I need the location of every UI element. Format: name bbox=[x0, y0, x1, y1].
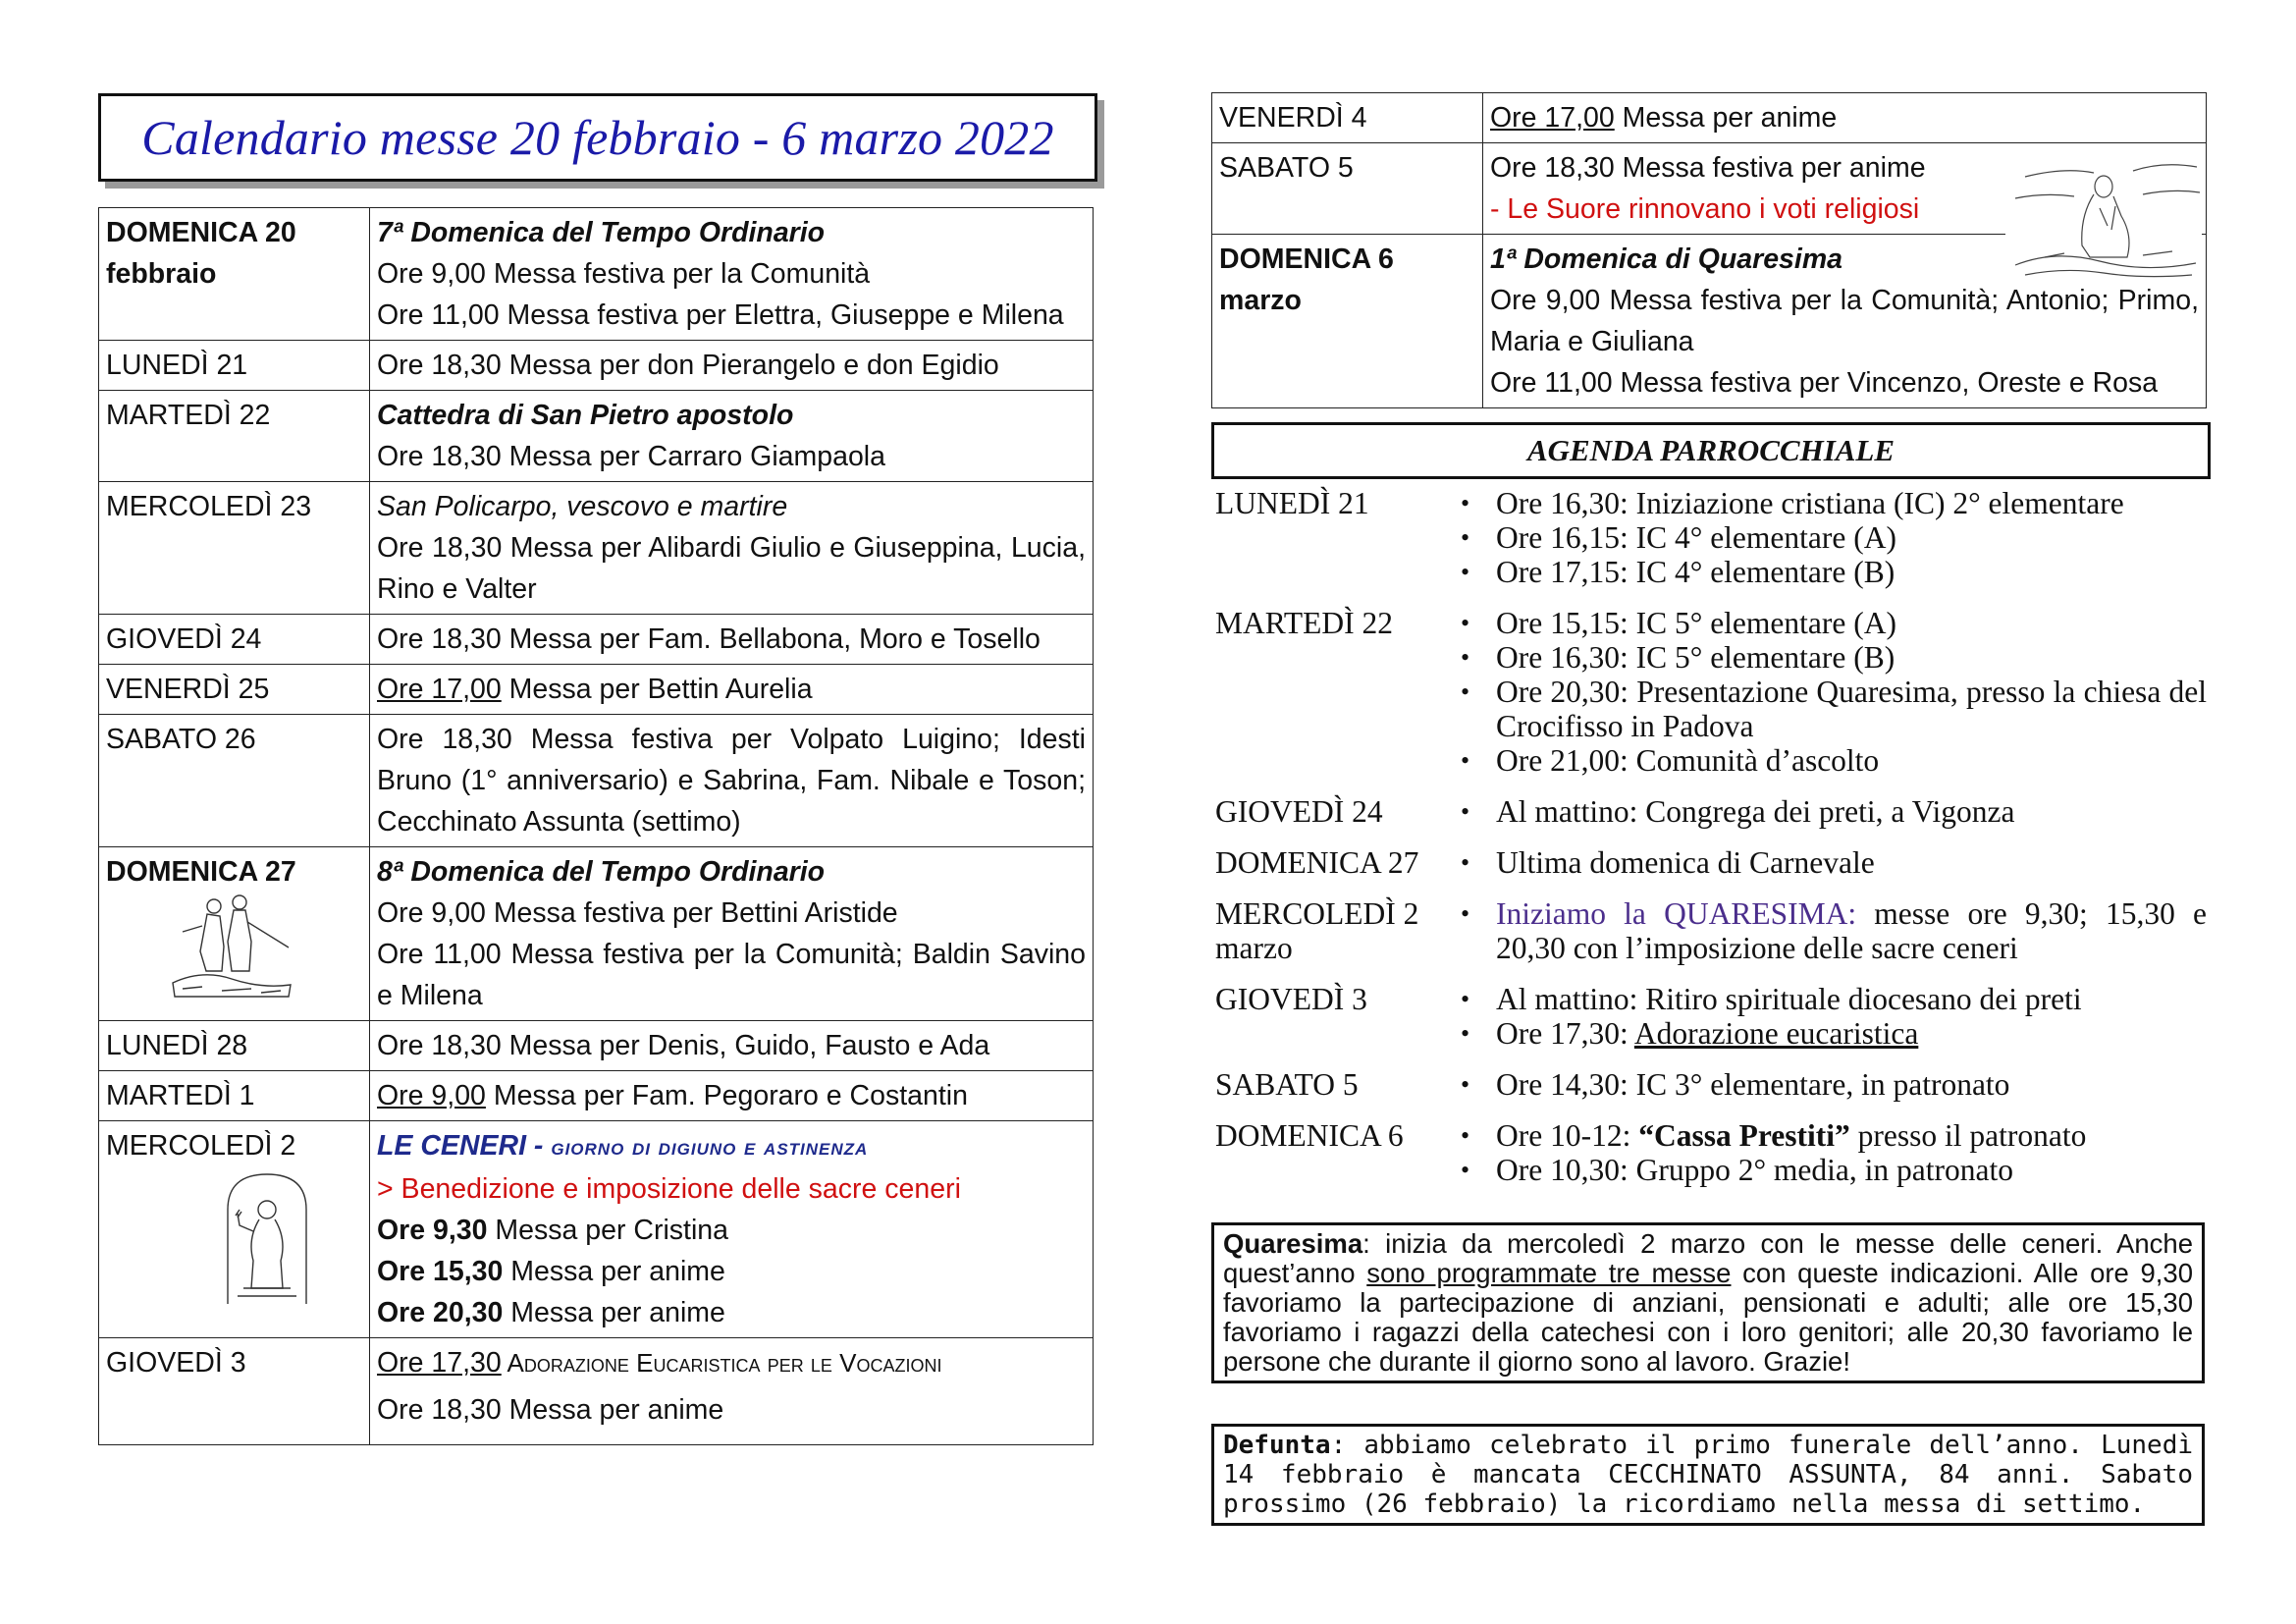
day-cell bbox=[99, 208, 370, 341]
day-label: MERCOLEDÌ 23 bbox=[99, 482, 370, 615]
table-row bbox=[99, 208, 1094, 341]
mass-cell bbox=[370, 615, 1094, 665]
mass-line: Ore 11,00 Messa festiva per Vincenzo, Oreste e Rosa bbox=[1490, 367, 2159, 399]
vows-line: - Le Suore rinnovano i voti religiosi bbox=[1490, 193, 1920, 225]
day-label: MARTEDÌ 22 bbox=[99, 391, 370, 482]
agenda-item: • Ultima domenica di Carnevale bbox=[1461, 845, 2207, 880]
agenda-item: • Ore 16,15: IC 4° elementare (A) bbox=[1461, 520, 2207, 555]
agenda-item bbox=[1461, 1118, 2207, 1153]
mass-cell bbox=[370, 665, 1094, 715]
mass-text: Messa per anime bbox=[1614, 102, 1838, 134]
mass-line: Ore 18,30 Messa per Denis, Guido, Fausto e Ada bbox=[377, 1030, 990, 1061]
table-row bbox=[99, 482, 1094, 615]
mass-cell bbox=[370, 1121, 1094, 1338]
adoration-text: Adorazione Eucaristica per le Vocazioni bbox=[501, 1348, 942, 1378]
agenda-day: GIOVEDÌ 24 bbox=[1215, 794, 1383, 829]
agenda-row bbox=[1215, 1118, 2207, 1187]
agenda-list bbox=[1215, 486, 2207, 1204]
day-label: DOMENICA 20 bbox=[106, 217, 296, 248]
mass-line: Ore 9,00 Messa festiva per la Comunità; Antonio; Primo, Maria e Giuliana bbox=[1490, 285, 2199, 357]
mass-cell bbox=[370, 1338, 1094, 1445]
agenda-items bbox=[1461, 1118, 2207, 1187]
mass-line: Ore 18,30 Messa per anime bbox=[377, 1394, 724, 1426]
note-underlined: sono programmate tre messe bbox=[1366, 1258, 1732, 1288]
mass-text: Messa per anime bbox=[503, 1297, 725, 1328]
mass-time: Ore 17,00 bbox=[377, 674, 502, 705]
agenda-item: • Ore 17,15: IC 4° elementare (B) bbox=[1461, 555, 2207, 589]
day-label: DOMENICA 6 bbox=[1219, 244, 1394, 275]
day-label: febbraio bbox=[106, 258, 217, 290]
mass-time: Ore 15,30 bbox=[377, 1256, 504, 1287]
liturgy-heading: San Policarpo, vescovo e martire bbox=[377, 491, 788, 522]
agenda-day: MARTEDÌ 22 bbox=[1215, 606, 1393, 640]
mass-text: Messa per anime bbox=[503, 1256, 725, 1287]
agenda-day: GIOVEDÌ 3 bbox=[1215, 982, 1367, 1016]
note-text: con queste indicazioni. Alle ore 9,30 favoriamo la partecipazione di anziani, pensionati e adulti; alle ore 15,30 favoriamo i ragazzi della catechesi con i loro genitori; alle 20,30 favoriamo le persone che durante il giorno sono al lavoro. Grazie! bbox=[1223, 1258, 2194, 1377]
mass-line: Ore 9,00 Messa festiva per Bettini Aristide bbox=[377, 897, 898, 929]
mass-cell bbox=[1483, 143, 2207, 235]
agenda-items bbox=[1461, 1067, 2207, 1102]
agenda-title: AGENDA PARROCCHIALE bbox=[1526, 433, 1896, 467]
agenda-row bbox=[1215, 845, 2207, 880]
agenda-items bbox=[1461, 982, 2207, 1051]
day-label: VENERDÌ 4 bbox=[1212, 93, 1483, 143]
liturgy-heading: 7ª Domenica del Tempo Ordinario bbox=[377, 217, 826, 248]
day-label: LUNEDÌ 28 bbox=[99, 1021, 370, 1071]
table-row bbox=[99, 615, 1094, 665]
praying-figure-sketch-icon bbox=[218, 1170, 316, 1308]
mass-time: Ore 17,30 bbox=[377, 1347, 502, 1379]
agenda-day: MERCOLEDÌ 2 marzo bbox=[1215, 896, 1419, 965]
page-title: Calendario messe 20 febbraio - 6 marzo 2022 bbox=[141, 110, 1054, 165]
agenda-item: • Ore 14,30: IC 3° elementare, in patronato bbox=[1461, 1067, 2207, 1102]
quaresima-note bbox=[1211, 1222, 2205, 1383]
table-row bbox=[99, 391, 1094, 482]
mass-cell bbox=[370, 391, 1094, 482]
quaresima-start: Iniziamo la QUARESIMA: bbox=[1496, 896, 1857, 931]
mass-cell bbox=[370, 341, 1094, 391]
agenda-items bbox=[1461, 896, 2207, 965]
table-row bbox=[99, 1121, 1094, 1338]
mass-text: Messa per Fam. Pegoraro e Costantin bbox=[485, 1080, 968, 1111]
mass-line: Ore 18,30 Messa per Fam. Bellabona, Moro e Tosello bbox=[377, 623, 1041, 655]
day-label: VENERDÌ 25 bbox=[99, 665, 370, 715]
day-label: SABATO 26 bbox=[99, 715, 370, 847]
agenda-day: DOMENICA 27 bbox=[1215, 845, 1419, 880]
apostles-sketch-icon bbox=[163, 893, 300, 1001]
agenda-items bbox=[1461, 486, 2207, 589]
agenda-items bbox=[1461, 845, 2207, 880]
agenda-row bbox=[1215, 486, 2207, 589]
mass-line: Ore 18,30 Messa per Carraro Giampaola bbox=[377, 441, 885, 472]
mass-line: Ore 9,00 Messa festiva per la Comunità bbox=[377, 258, 871, 290]
agenda-row bbox=[1215, 896, 2207, 965]
agenda-day: SABATO 5 bbox=[1215, 1067, 1359, 1102]
note-label: Quaresima bbox=[1223, 1228, 1363, 1259]
agenda-items bbox=[1461, 794, 2207, 829]
day-label: MERCOLEDÌ 2 bbox=[106, 1130, 296, 1162]
mass-line: Ore 11,00 Messa festiva per la Comunità; Baldin Savino e Milena bbox=[377, 939, 1086, 1011]
ceneri-heading: LE CENERI - bbox=[377, 1130, 552, 1162]
cassa-prestiti: “Cassa Prestiti” bbox=[1638, 1118, 1850, 1153]
agenda-title-box bbox=[1211, 422, 2211, 479]
agenda-row bbox=[1215, 606, 2207, 778]
table-row bbox=[99, 1338, 1094, 1445]
mass-cell bbox=[370, 715, 1094, 847]
mass-cell bbox=[370, 208, 1094, 341]
table-row bbox=[1212, 143, 2207, 235]
day-cell bbox=[99, 847, 370, 1021]
table-row bbox=[99, 1071, 1094, 1121]
mass-cell bbox=[370, 1071, 1094, 1121]
agenda-item-time: Ore 17,30: bbox=[1496, 1016, 1634, 1051]
agenda-item bbox=[1461, 1016, 2207, 1051]
agenda-item bbox=[1461, 896, 2207, 965]
note-label: Defunta bbox=[1223, 1431, 1331, 1460]
mass-line: Ore 18,30 Messa per don Pierangelo e don Egidio bbox=[377, 350, 999, 381]
mass-cell bbox=[370, 1021, 1094, 1071]
page-title-box bbox=[98, 93, 1097, 182]
table-row bbox=[99, 715, 1094, 847]
day-label: marzo bbox=[1219, 285, 1302, 316]
defunta-note bbox=[1211, 1424, 2205, 1526]
right-calendar-table bbox=[1211, 92, 2207, 408]
mass-text: Messa per Cristina bbox=[487, 1215, 728, 1246]
agenda-items bbox=[1461, 606, 2207, 778]
agenda-item: • Ore 16,30: Iniziazione cristiana (IC) 2° elementare bbox=[1461, 486, 2207, 520]
mass-time: Ore 9,30 bbox=[377, 1215, 488, 1246]
agenda-row bbox=[1215, 1067, 2207, 1102]
mass-cell bbox=[1483, 93, 2207, 143]
agenda-item: • Ore 20,30: Presentazione Quaresima, presso la chiesa del Crocifisso in Padova bbox=[1461, 675, 2207, 743]
agenda-row bbox=[1215, 982, 2207, 1051]
liturgy-heading: 1ª Domenica di Quaresima bbox=[1490, 244, 1843, 275]
note-text: : abbiamo celebrato il primo funerale dell’anno. Lunedì 14 febbraio è mancata CECCHINATO ASSUNTA, 84 anni. Sabato prossimo (26 febbraio) la ricordiamo nella messa di settimo. bbox=[1223, 1431, 2193, 1519]
table-row bbox=[99, 1021, 1094, 1071]
agenda-item: • Ore 15,15: IC 5° elementare (A) bbox=[1461, 606, 2207, 640]
agenda-item: • Al mattino: Congrega dei preti, a Vigonza bbox=[1461, 794, 2207, 829]
agenda-item: • Ore 16,30: IC 5° elementare (B) bbox=[1461, 640, 2207, 675]
mass-line: Ore 11,00 Messa festiva per Elettra, Giuseppe e Milena bbox=[377, 299, 1064, 331]
agenda-row bbox=[1215, 794, 2207, 829]
left-calendar-table bbox=[98, 207, 1094, 1445]
agenda-item: • Ore 10,30: Gruppo 2° media, in patronato bbox=[1461, 1153, 2207, 1187]
blessing-line: > Benedizione e imposizione delle sacre ceneri bbox=[377, 1173, 961, 1205]
day-label: GIOVEDÌ 3 bbox=[99, 1338, 370, 1445]
kneeling-figure-sketch-icon bbox=[2005, 147, 2202, 283]
mass-cell bbox=[370, 847, 1094, 1021]
mass-line: Ore 18,30 Messa festiva per anime bbox=[1490, 152, 1926, 184]
table-row bbox=[99, 847, 1094, 1021]
day-label: MARTEDÌ 1 bbox=[99, 1071, 370, 1121]
mass-time: Ore 9,00 bbox=[377, 1080, 486, 1111]
agenda-day: DOMENICA 6 bbox=[1215, 1118, 1404, 1153]
note-text: : inizia da mercoledì 2 marzo con le messe delle ceneri. Anche quest’anno bbox=[1223, 1228, 2193, 1288]
day-label: LUNEDÌ 21 bbox=[99, 341, 370, 391]
agenda-day: LUNEDÌ 21 bbox=[1215, 486, 1369, 520]
agenda-item: • Ore 21,00: Comunità d’ascolto bbox=[1461, 743, 2207, 778]
agenda-item-text: Adorazione eucaristica bbox=[1633, 1016, 1919, 1051]
agenda-item-text: presso il patronato bbox=[1849, 1118, 2087, 1153]
day-label: SABATO 5 bbox=[1212, 143, 1483, 235]
day-cell bbox=[1212, 235, 1483, 408]
day-cell bbox=[99, 1121, 370, 1338]
mass-time: Ore 17,00 bbox=[1490, 102, 1615, 134]
liturgy-heading: 8ª Domenica del Tempo Ordinario bbox=[377, 856, 826, 888]
agenda-item-time: Ore 10-12: bbox=[1496, 1118, 1639, 1153]
agenda-item: • Al mattino: Ritiro spirituale diocesano dei preti bbox=[1461, 982, 2207, 1016]
mass-cell bbox=[370, 482, 1094, 615]
mass-text: Messa per Bettin Aurelia bbox=[501, 674, 813, 705]
table-row bbox=[99, 341, 1094, 391]
mass-time: Ore 20,30 bbox=[377, 1297, 504, 1328]
ceneri-subheading: giorno di digiuno e astinenza bbox=[551, 1134, 869, 1161]
liturgy-heading: Cattedra di San Pietro apostolo bbox=[377, 400, 794, 431]
agenda-item-text: messe ore 9,30; 15,30 e 20,30 con l’imposizione delle sacre ceneri bbox=[1496, 896, 2207, 965]
table-row bbox=[99, 665, 1094, 715]
table-row bbox=[1212, 93, 2207, 143]
mass-line: Ore 18,30 Messa per Alibardi Giulio e Giuseppina, Lucia, Rino e Valter bbox=[377, 532, 1086, 605]
day-label: DOMENICA 27 bbox=[106, 856, 296, 888]
mass-line: Ore 18,30 Messa festiva per Volpato Luigino; Idesti Bruno (1° anniversario) e Sabrina, Fam. Nibale e Toson; Cecchinato Assunta (settimo) bbox=[377, 724, 1086, 838]
day-label: GIOVEDÌ 24 bbox=[99, 615, 370, 665]
